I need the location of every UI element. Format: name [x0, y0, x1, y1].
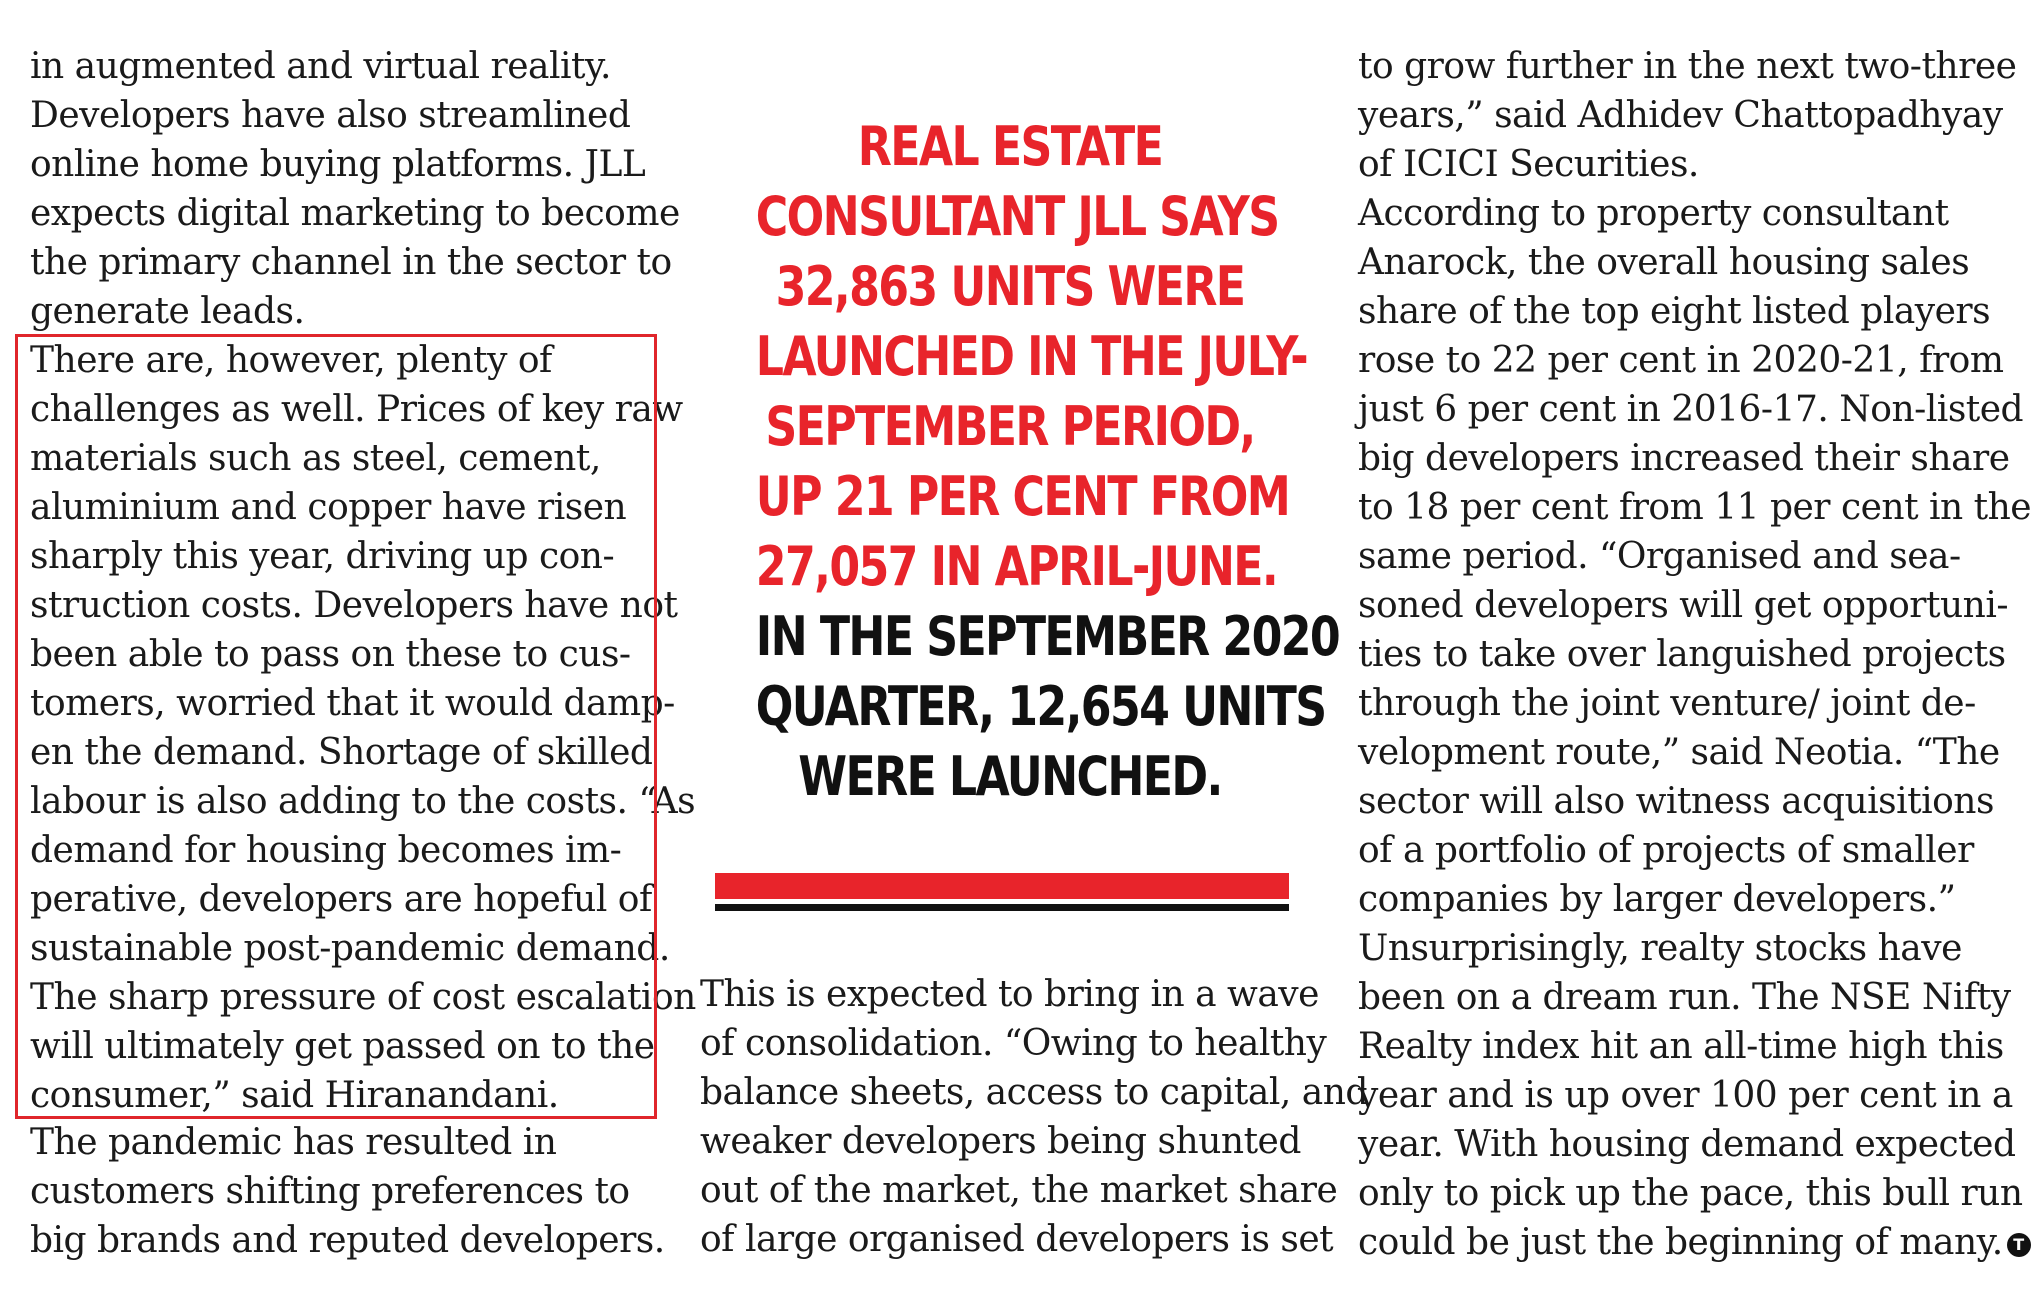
body-text-line: just 6 per cent in 2016-17. Non-listed — [1358, 389, 2024, 430]
body-text-line: of consolidation. “Owing to healthy — [700, 1023, 1327, 1064]
body-text-line: balance sheets, access to capital, and — [700, 1072, 1368, 1113]
highlighted-text-line: perative, developers are hopeful of — [30, 879, 652, 920]
highlighted-text-line: been able to pass on these to cus- — [30, 634, 631, 675]
body-text-line: Unsurprisingly, realty stocks have — [1358, 928, 1962, 969]
body-text-line: of a portfolio of projects of smaller — [1358, 830, 1974, 871]
body-text-line: been on a dream run. The NSE Nifty — [1358, 977, 2011, 1018]
body-text-line: ties to take over languished projects — [1358, 634, 2006, 675]
body-text-line: customers shifting preferences to — [30, 1171, 630, 1212]
body-text-line: to grow further in the next two-three — [1358, 46, 2017, 87]
body-text-line: companies by larger developers.” — [1358, 879, 1956, 920]
body-text-line: generate leads. — [30, 291, 305, 332]
pull-quote-red-line: SEPTEMBER PERIOD, — [765, 395, 1255, 458]
body-text-line: Developers have also streamlined — [30, 95, 631, 136]
body-text-line: velopment route,” said Neotia. “The — [1358, 732, 2000, 773]
highlighted-text-line: aluminium and copper have risen — [30, 487, 627, 528]
pull-quote-black-line: IN THE SEPTEMBER 2020 — [755, 605, 1340, 668]
highlighted-text-line: consumer,” said Hiranandani. — [30, 1075, 559, 1116]
highlighted-text-line: sharply this year, driving up con- — [30, 536, 615, 577]
pull-quote-red-line: CONSULTANT JLL SAYS — [755, 185, 1279, 248]
pull-quote-red-line: 27,057 IN APRIL-JUNE. — [755, 535, 1278, 598]
highlighted-text-line: tomers, worried that it would damp- — [30, 683, 675, 724]
pull-quote-red-line: UP 21 PER CENT FROM — [755, 465, 1290, 528]
body-text-line: to 18 per cent from 11 per cent in the — [1358, 487, 2031, 528]
body-text-line: in augmented and virtual reality. — [30, 46, 611, 87]
body-text-line: soned developers will get opportuni- — [1358, 585, 2009, 626]
body-text-line: share of the top eight listed players — [1358, 291, 1991, 332]
pull-quote-red-line: 32,863 UNITS WERE — [775, 255, 1245, 318]
highlighted-text-line: demand for housing becomes im- — [30, 830, 622, 871]
body-text-line: sector will also witness acquisitions — [1358, 781, 1994, 822]
body-text-line: through the joint venture/ joint de- — [1358, 683, 1976, 724]
body-text-line: the primary channel in the sector to — [30, 242, 672, 283]
highlighted-text-line: challenges as well. Prices of key raw — [30, 389, 683, 430]
body-text-line: big brands and reputed developers. — [30, 1220, 665, 1261]
body-text-line: expects digital marketing to become — [30, 193, 680, 234]
highlighted-text-line: The sharp pressure of cost escalation — [30, 977, 696, 1018]
highlighted-text-line: There are, however, plenty of — [30, 340, 552, 381]
body-text-line: years,” said Adhidev Chattopadhyay — [1358, 95, 2003, 136]
body-text-line: online home buying platforms. JLL — [30, 144, 646, 185]
highlighted-text-line: labour is also adding to the costs. “As — [30, 781, 696, 822]
pull-quote-red-line: REAL ESTATE — [857, 115, 1163, 178]
highlighted-text-line: struction costs. Developers have not — [30, 585, 678, 626]
body-text-line: same period. “Organised and sea- — [1358, 536, 1961, 577]
body-text-line: of ICICI Securities. — [1358, 144, 1699, 185]
pull-quote-red-line: LAUNCHED IN THE JULY- — [755, 325, 1308, 388]
pull-quote-black-line: QUARTER, 12,654 UNITS — [755, 675, 1326, 738]
highlighted-text-line: materials such as steel, cement, — [30, 438, 601, 479]
highlighted-text-line: sustainable post-pandemic demand. — [30, 928, 670, 969]
body-text-line: only to pick up the pace, this bull run — [1358, 1173, 2023, 1214]
body-text-line: This is expected to bring in a wave — [700, 974, 1319, 1015]
pull-quote-black-line: WERE LAUNCHED. — [798, 745, 1222, 808]
body-text-line: Realty index hit an all-time high this — [1358, 1026, 2004, 1067]
body-text-line: year. With housing demand expected — [1358, 1124, 2016, 1165]
body-text-line: out of the market, the market share — [700, 1170, 1338, 1211]
body-text-line: weaker developers being shunted — [700, 1121, 1301, 1162]
pull-quote-black-rule — [715, 904, 1289, 911]
body-text-line: year and is up over 100 per cent in a — [1358, 1075, 2013, 1116]
body-text-line: of large organised developers is set — [700, 1219, 1334, 1260]
body-text-line: The pandemic has resulted in — [30, 1122, 557, 1163]
article-end-icon: T — [2007, 1233, 2031, 1257]
highlighted-text-line: en the demand. Shortage of skilled — [30, 732, 653, 773]
pull-quote-red-rule — [715, 873, 1289, 899]
highlighted-paragraph-box — [15, 334, 657, 1119]
body-text-line: According to property consultant — [1358, 193, 1949, 234]
body-text-line: Anarock, the overall housing sales — [1358, 242, 1970, 283]
body-text-line: could be just the beginning of many. — [1358, 1222, 2003, 1263]
body-text-line: rose to 22 per cent in 2020-21, from — [1358, 340, 2004, 381]
highlighted-text-line: will ultimately get passed on to the — [30, 1026, 655, 1067]
body-text-line: big developers increased their share — [1358, 438, 2010, 479]
last-line-wrapper — [1358, 1218, 2031, 1267]
